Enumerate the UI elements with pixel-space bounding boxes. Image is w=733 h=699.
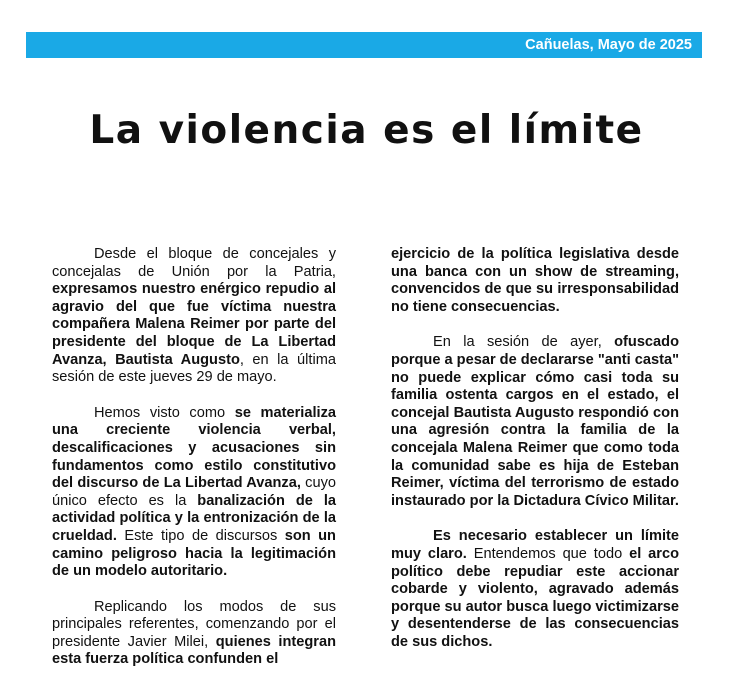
text-run: Este tipo de discursos [116,527,285,544]
text-run: Desde el bloque de concejales y concejalas de Unión por la Patria, [52,246,336,280]
right-column [391,246,679,669]
left-paragraph-2 [52,405,336,581]
right-paragraph-0 [391,246,679,316]
text-run: Entendemos que todo [466,545,630,562]
bold-run: Es necesario establecer un límite muy claro. [391,528,679,562]
right-paragraph-2 [391,528,679,651]
text-run: cuyo único efecto es la [52,475,336,509]
right-paragraph-1 [391,334,679,510]
bold-run: expresamos nuestro enérgico repudio al agravio del que fue víctima nuestra compañera Malena Reimer por parte del presidente del bloque de La Libertad Avanza, Bautista Augusto [52,281,336,368]
bold-run: se materializa una creciente violencia verbal, descalificaciones y acusaciones sin fundamentos como estilo constitutivo del discurso de La Libertad Avanza, [52,404,336,492]
text-run: Replicando los modos de sus principales referentes, comenzando por el presidente Javier Milei, [52,598,336,650]
left-paragraph-3 [52,599,336,669]
bold-run: quienes integran esta fuerza política confunden el [52,633,336,668]
text-run: Hemos visto como [94,404,235,421]
header-banner [26,32,702,58]
text-run: , en la última sesión de este jueves 29 de mayo. [52,351,336,386]
left-column [52,246,336,687]
bold-run: ejercicio de la política legislativa desde una banca con un show de streaming, convencidos de que su irresponsabilidad no tiene consecuencias. [391,246,679,315]
left-paragraph-1 [52,246,336,387]
text-run: En la sesión de ayer, [433,334,615,351]
page-title: La violencia es el límite [89,108,644,153]
header-date: Cañuelas, Mayo de 2025 [525,37,692,53]
bold-run: ofuscado porque a pesar de declararse "anti casta" no puede explicar cómo casi toda su familia ostenta cargos en el estado, el concejal Bautista Augusto respondió con una agresión contra la familia de la concejala Malena Reimer que como toda la comunidad sabe es hija de Esteban Reimer, víctima del terrorismo de estado instaurado por la Dictadura Cívico Militar. [391,334,680,509]
bold-run: son un camino peligroso hacia la legitimación de un modelo autoritario. [52,527,336,580]
bold-run: el arco político debe repudiar este accionar cobarde y violento, agravado además porque su autor busca luego victimizarse y desentenderse de las consecuencias de sus dichos. [391,545,679,650]
bold-run: banalización de la actividad política y la entronización de la crueldad. [52,492,336,544]
